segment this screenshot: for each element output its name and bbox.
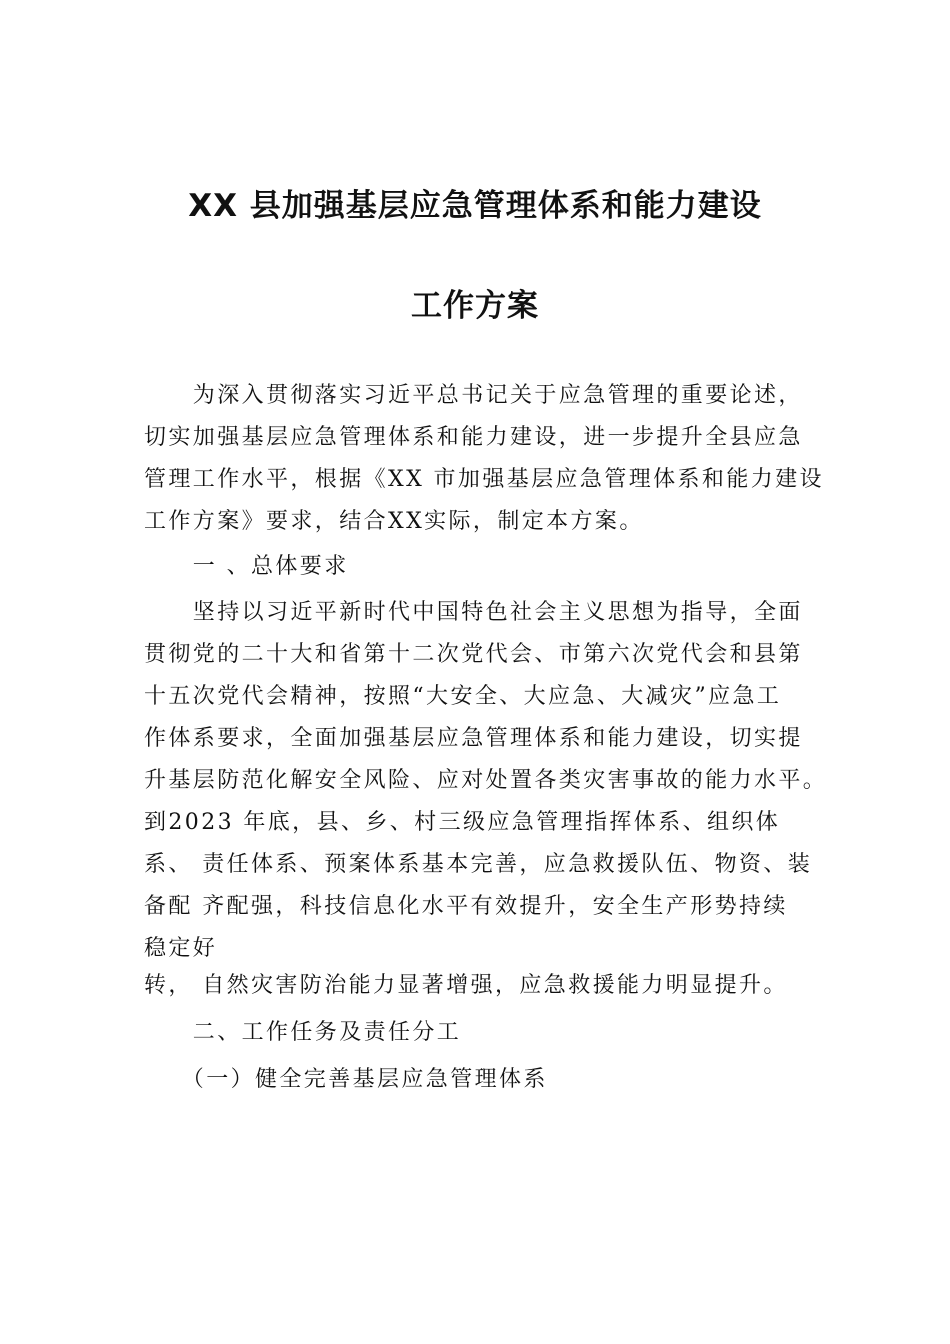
document-title-line-2: 工作方案	[411, 288, 539, 324]
subsection-heading-1: （一）健全完善基层应急管理体系	[144, 1067, 548, 1092]
body-line-1: 坚持以习近平新时代中国特色社会主义思想为指导，全面	[144, 600, 803, 625]
body-line-9: 稳定好	[144, 936, 218, 961]
intro-line-1: 为深入贯彻落实习近平总书记关于应急管理的重要论述，	[144, 383, 803, 408]
intro-line-4: 工作方案》要求，结合XX实际，制定本方案。	[144, 509, 644, 534]
intro-line-2: 切实加强基层应急管理体系和能力建设，进一步提升全县应急	[144, 425, 803, 450]
intro-line-3: 管理工作水平，根据《XX 市加强基层应急管理体系和能力建设	[144, 467, 824, 492]
body-line-6: 到2023 年底，县、乡、村三级应急管理指挥体系、组织体	[144, 810, 781, 835]
body-line-3: 十五次党代会精神，按照“大安全、大应急、大减灾”应急工	[144, 684, 782, 709]
body-line-10: 转， 自然灾害防治能力显著增强，应急救援能力明显提升。	[144, 973, 788, 998]
section-heading-2: 二、工作任务及责任分工	[144, 1020, 462, 1045]
body-line-5: 升基层防范化解安全风险、应对处置各类灾害事故的能力水平。	[144, 768, 828, 793]
body-line-8: 备配 齐配强，科技信息化水平有效提升，安全生产形势持续	[144, 894, 788, 919]
body-line-4: 作体系要求，全面加强基层应急管理体系和能力建设，切实提	[144, 726, 803, 751]
section-heading-1: 一 、总体要求	[144, 554, 349, 579]
body-line-2: 贯彻党的二十大和省第十二次党代会、市第六次党代会和县第	[144, 642, 803, 667]
document-title-line-1: XX 县加强基层应急管理体系和能力建设	[188, 188, 762, 224]
body-line-7: 系、 责任体系、预案体系基本完善，应急救援队伍、物资、装	[144, 852, 813, 877]
